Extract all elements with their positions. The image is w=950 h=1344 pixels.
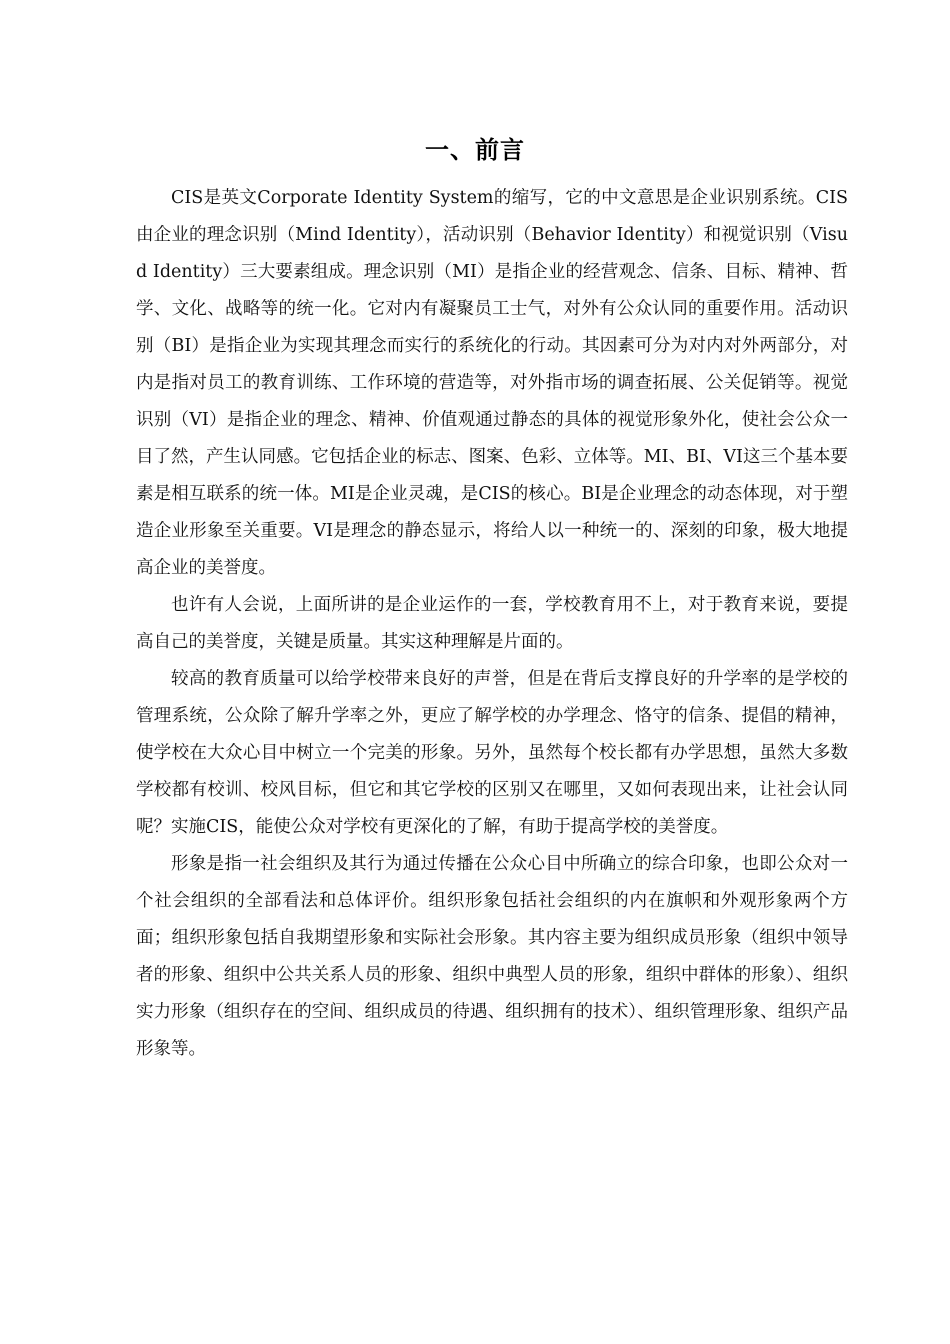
- body-text: [136, 180, 848, 1068]
- paragraph-cis-definition: CIS是英文Corporate Identity System的缩写，它的中文意思是企业识别系统。CIS由企业的理念识别（Mind Identity），活动识别（Behavior Identity）和视觉识别（Visud Identity）三大要素组成。理念识别（MI）是指企业的经营观念、信条、目标、精神、哲学、文化、战略等的统一化。它对内有凝聚员工士气，对外有公众认同的重要作用。活动识别（BI）是指企业为实现其理念而实行的系统化的行动。其因素可分为对内对外两部分，对内是指对员工的教育训练、工作环境的营造等，对外指市场的调查拓展、公关促销等。视觉识别（VI）是指企业的理念、精神、价值观通过静态的具体的视觉形象外化，使社会公众一目了然，产生认同感。它包括企业的标志、图案、色彩、立体等。MI、BI、VI这三个基本要素是相互联系的统一体。MI是企业灵魂，是CIS的核心。BI是企业理念的动态体现，对于塑造企业形象至关重要。VI是理念的静态显示，将给人以一种统一的、深刻的印象，极大地提高企业的美誉度。: [136, 188, 848, 578]
- section-heading: 一、前言: [425, 136, 525, 164]
- paragraph-objection: 也许有人会说，上面所讲的是企业运作的一套，学校教育用不上，对于教育来说，要提高自己的美誉度，关键是质量。其实这种理解是片面的。: [136, 595, 848, 652]
- paragraph-school-reputation: 较高的教育质量可以给学校带来良好的声誉，但是在背后支撑良好的升学率的是学校的管理系统，公众除了解升学率之外，更应了解学校的办学理念、恪守的信条、提倡的精神，使学校在大众心目中树立一个完美的形象。另外，虽然每个校长都有办学思想，虽然大多数学校都有校训、校风目标，但它和其它学校的区别又在哪里，又如何表现出来，让社会认同呢？实施CIS，能使公众对学校有更深化的了解，有助于提高学校的美誉度。: [136, 669, 848, 837]
- paragraph-organization-image: 形象是指一社会组织及其行为通过传播在公众心目中所确立的综合印象，也即公众对一个社会组织的全部看法和总体评价。组织形象包括社会组织的内在旗帜和外观形象两个方面；组织形象包括自我期望形象和实际社会形象。其内容主要为组织成员形象（组织中领导者的形象、组织中公共关系人员的形象、组织中典型人员的形象，组织中群体的形象）、组织实力形象（组织存在的空间、组织成员的待遇、组织拥有的技术）、组织管理形象、组织产品形象等。: [136, 854, 848, 1059]
